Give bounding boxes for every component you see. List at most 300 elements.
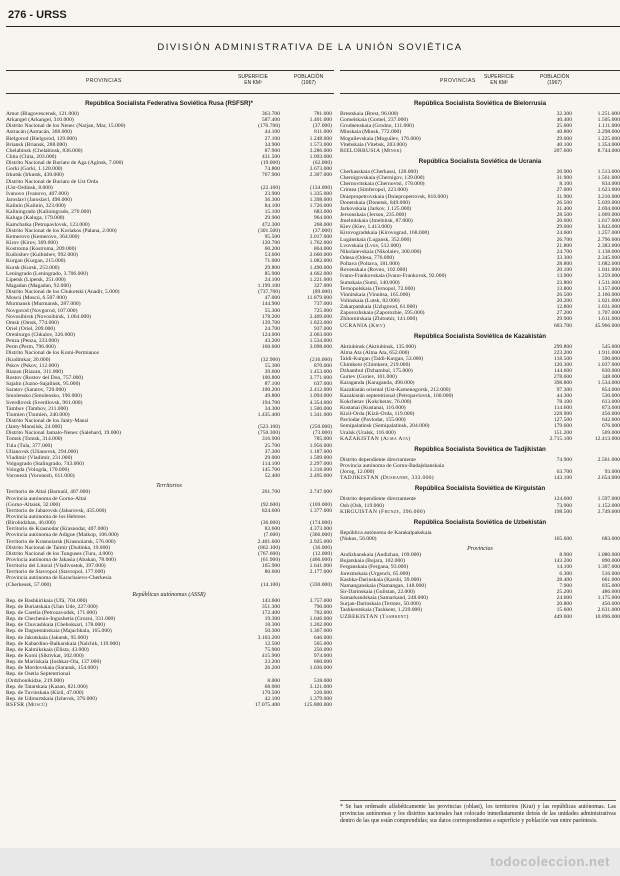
area-value: 84.100 (264, 203, 280, 210)
province-name: Rep. de Kalmikskaia (Elista, 43.000) (6, 646, 89, 653)
province-name: Rep. de Bashkirikaia (Ufá, 704.000) (6, 597, 88, 604)
population-value: 2.495.000 (309, 473, 332, 480)
province-name: Kaliningrado (Kaliningrado, 270.000) (6, 209, 92, 216)
province-name: Provincia autónoma de Jakasia (Abakan, 78.000) (6, 556, 116, 563)
province-name: Territorio de Altai (Barnaúl, 407.000) (6, 489, 91, 496)
population-value: 702.000 (313, 609, 332, 616)
province-name: Kurgan (Kurgan, 215.000) (6, 258, 66, 265)
population-value: 2.631.000 (597, 607, 620, 614)
right-column (340, 100, 620, 620)
province-name: Astracán (Astracán, 368.000) (6, 129, 72, 136)
province-name: Irkutsk (Irkutsk, 430.000) (6, 172, 64, 179)
province-name: Territorio de Jabarovsk (Jabarovsk, 435.000) (6, 507, 107, 514)
population-value: 1.682.000 (597, 261, 620, 268)
population-value: (89.000) (312, 289, 332, 296)
population-value: 660.000 (313, 659, 332, 666)
province-name: Amur (Blagovescensk, 121.000) (6, 111, 79, 117)
province-name: Guriev (Guriev, 101.000) (340, 374, 397, 381)
population-value: 1.225.000 (597, 135, 620, 142)
area-value: 44.300 (556, 392, 572, 399)
area-value: 20.800 (556, 601, 572, 608)
republic-heading: República Socialista Soviética de Uzbekistán (413, 518, 547, 526)
province-name: (Ordzhonikidze, 219.000) (6, 677, 64, 684)
area-value: 73.900 (556, 502, 572, 509)
province-name: Rep. de Chechenio-Ingushetia (Grozni, 331.000) (6, 616, 116, 623)
province-name: Gomelskaia (Gomel, 237.000) (340, 117, 409, 124)
population-value: 1.152.000 (597, 502, 620, 509)
population-value: 785.000 (313, 436, 332, 443)
province-name: Gorki (Gorki, 1.120.000) (6, 166, 63, 173)
population-value: 1.956.000 (309, 442, 332, 449)
province-name: Territorio de Krasnoiarsk (Krasnoiarsk, 576.000) (6, 538, 116, 545)
province-name: Voronezh (Voronezh, 611.000) (6, 473, 75, 480)
population-header: POBLACIÓN (1967) (294, 74, 324, 86)
area-value: 398.800 (553, 380, 572, 387)
area-value: 143.200 (553, 558, 572, 565)
population-value: 1.175.000 (597, 595, 620, 602)
area-value: 26.200 (264, 665, 280, 672)
area-value: 71.000 (264, 258, 280, 265)
left-column (6, 100, 332, 708)
province-name: Rep. de Mordovskaia (Saransk, 154.000) (6, 665, 98, 672)
province-name: Provincia autónoma de Karachaievo-Cherkesia (6, 575, 112, 582)
area-value: 14.100 (556, 564, 572, 571)
area-value: 12.800 (556, 304, 572, 311)
province-name: Kamchatka (Petropavlovsk, 123.000) (6, 221, 90, 228)
area-value: (7.600) (263, 532, 280, 539)
province-name: Poltava (Poltava, 181.000) (340, 261, 400, 268)
population-value: 45.966.000 (594, 322, 620, 329)
province-name: Tula (Tula, 377.000) (6, 442, 53, 449)
province-name: Odesa (Odesa, 776.000) (340, 254, 395, 261)
area-value: 87.100 (264, 381, 280, 388)
population-value: 516.000 (601, 570, 620, 577)
population-value: 646.000 (313, 634, 332, 641)
province-name: Rep. de Osetia Septentrional (6, 671, 71, 678)
province-name: Magadan (Magadan, 92.000) (6, 282, 71, 289)
area-value: 39.600 (264, 368, 280, 375)
province-name: Ternopolskaia (Ternopol, 72.000) (340, 285, 416, 292)
area-value: 80.600 (264, 569, 280, 576)
province-name: Jersonskaia (Jerson, 235.000) (340, 211, 407, 218)
population-value: 637.000 (313, 381, 332, 388)
population-value: 1.111.000 (598, 123, 620, 130)
area-value: (301.500) (258, 227, 280, 234)
area-value: 19.300 (264, 616, 280, 623)
page-header (6, 4, 620, 27)
province-name: Surjan-Darinskaia (Termez, 50.000) (340, 601, 421, 608)
province-name: Territorio de Stavropol (Stavropol, 177.000) (6, 569, 106, 576)
province-name: Rep. de Tuvinskaia (Kizil, 47.000) (6, 689, 84, 696)
population-value: 613.000 (601, 398, 620, 405)
population-value: 1.617.000 (597, 218, 620, 225)
table-row (340, 536, 620, 542)
area-value: 20.600 (556, 218, 572, 225)
province-name: Kirovogradskaia (Kirovograd, 168.000) (340, 230, 430, 237)
population-value: (216.000) (310, 356, 332, 363)
area-value: 85.900 (264, 270, 280, 277)
watermark (0, 848, 620, 876)
area-value: 24.700 (556, 248, 572, 255)
population-value: 3.121.000 (309, 683, 332, 690)
province-name: Ivano-Frankovskaia (Ivano-Frankovsk, 92.000) (340, 273, 447, 280)
population-value: 3.673.000 (309, 166, 332, 173)
province-name: Vinnitskaia (Vinnitsa, 165.000) (340, 291, 411, 298)
population-value: 1.367.000 (309, 628, 332, 635)
province-name: Ferganskaia (Fergana, 93.000) (340, 564, 409, 571)
province-name: Bujarskaia (Bujara, 102.000) (340, 558, 405, 565)
area-value: 32.300 (556, 111, 572, 117)
population-value: 964.000 (313, 215, 332, 222)
population-value: (330.000) (310, 581, 332, 588)
area-value: 120.700 (261, 239, 280, 246)
province-name: Saratov (Saratov, 720.000) (6, 387, 66, 394)
province-name: Provincia autónoma de los Hebreos (6, 514, 86, 520)
province-name: (Cherkessk, 57.000) (6, 581, 52, 588)
area-value: 31.900 (556, 193, 572, 200)
province-name: Distrito dependiente directamente (340, 496, 416, 503)
area-value: 194.700 (261, 399, 280, 406)
area-value: 26.700 (556, 236, 572, 243)
population-value: 683.000 (313, 209, 332, 216)
republic-total-row (340, 148, 620, 154)
province-name: Chernigovskaia (Chernigov, 139.000) (340, 175, 425, 182)
area-value: 172.400 (261, 609, 280, 616)
population-value: 974.000 (313, 652, 332, 659)
province-name: Kalinin (Kalinin, 323.000) (6, 203, 66, 210)
area-value: 170.500 (261, 689, 280, 696)
province-name: Provincia autónoma de Gorno-Altai (6, 495, 87, 502)
province-name: Kazakistán oriental (Ust-Kamenogorsk, 212.000) (340, 386, 451, 393)
province-name: Osh (Osh, 119.000) (340, 502, 384, 509)
population-value: 1.379.000 (309, 695, 332, 702)
area-value: 33.300 (556, 254, 572, 261)
subsection-heading: Territorios (156, 483, 182, 490)
province-name: Chernovitskaia (Chernovtsi, 178.000) (340, 181, 425, 188)
province-name: Dzhambul (Dzhambul, 175.000) (340, 368, 413, 375)
population-value: 873.000 (601, 405, 620, 412)
area-value: 24.600 (556, 230, 572, 237)
province-name: Vologda (Vologda, 170.000) (6, 467, 70, 474)
area-value: 165.600 (553, 536, 572, 543)
area-value: 42.100 (264, 695, 280, 702)
province-name: Arkangel (Arkangel, 310.000) (6, 117, 74, 124)
province-name: Oriel (Oriel, 209.000) (6, 325, 56, 332)
population-value: 1.307.000 (597, 564, 620, 571)
area-value: 78.100 (556, 398, 572, 405)
area-value: 767.900 (261, 172, 280, 179)
province-name: Provincia autónoma de Gorno-Badajshanskaia (340, 463, 444, 470)
area-value: 145.700 (261, 467, 280, 474)
province-name: Distrito Nacional de los Komi-Permianos (6, 350, 99, 357)
province-name: Kirov (Kirov, 309.000) (6, 239, 58, 246)
area-value: 49.800 (264, 393, 280, 400)
area-value: 23.900 (264, 190, 280, 197)
area-value: 127.500 (553, 417, 572, 424)
population-value: 1.094.000 (309, 393, 332, 400)
area-value: 178.200 (261, 313, 280, 320)
area-value: (22.100) (260, 184, 280, 191)
area-value: 261.700 (261, 489, 280, 496)
population-value: 8.744.000 (597, 147, 620, 154)
area-value: 824.600 (261, 507, 280, 514)
population-value: 1.041.000 (597, 267, 620, 274)
area-value: 60.200 (264, 246, 280, 253)
area-value: 27.100 (264, 135, 280, 142)
province-name: Briansk (Briansk, 288.000) (6, 141, 67, 148)
province-header: PROVINCIAS (86, 78, 122, 84)
population-value: 1.335.000 (309, 190, 332, 197)
province-name: Donetskaia (Donetsk, 849.000) (340, 199, 410, 206)
province-name: Taldi-Kurgan (Taldi-Kurgan, 53.000) (340, 355, 424, 362)
province-name: Zakarpatskaia (Uzhgorod, 61.000) (340, 304, 418, 311)
population-value: 1.221.000 (309, 276, 332, 283)
province-name: Rep. de Daguestánskaia (Majachkala, 165.000) (6, 628, 112, 635)
province-header: PROVINCIAS (440, 78, 476, 84)
area-value: 52.400 (264, 473, 280, 480)
area-value: 95.500 (264, 233, 280, 240)
province-name: Cherkasskaia (Cherkassi, 128.000) (340, 168, 418, 175)
population-value: 1.046.000 (309, 616, 332, 623)
province-name: Rep. de Buriatskaia (Ulan Ude, 227.000) (6, 603, 98, 610)
province-name: Riazan (Riazan, 311.000) (6, 368, 63, 375)
province-name: (Ust-Ordinsk, 8.000) (6, 184, 53, 191)
province-name: Pavlodar (Pavlodar, 155.000) (340, 417, 406, 424)
area-value: 139.700 (261, 319, 280, 326)
population-value: 3.843.000 (597, 224, 620, 231)
document-title: DIVISIÓN ADMINISTRATIVA DE LA UNIÓN SOVIÉTICA (157, 42, 463, 53)
population-value: 2.925.000 (309, 538, 332, 545)
province-name: República autónoma de Karakalpakskaia (340, 529, 432, 536)
population-value: 1.707.000 (597, 310, 620, 317)
population-value: 2.297.000 (309, 461, 332, 468)
province-name: Moscú (Moscú, 6.507.000) (6, 295, 67, 302)
left-column-header (6, 70, 334, 94)
population-value: 1.080.000 (597, 552, 620, 559)
area-value: 8.100 (559, 181, 572, 188)
population-value: 1.031.000 (597, 304, 620, 311)
population-value: 4.354.000 (309, 399, 332, 406)
province-name: Alma Ata (Alma Ata, 652.000) (340, 349, 410, 356)
area-value: 43.200 (264, 338, 280, 345)
population-value: 737.000 (313, 301, 332, 308)
province-name: Orenburgo (Chkalov, 326.000) (6, 332, 75, 339)
area-value: 449.600 (553, 613, 572, 620)
table-row (6, 473, 332, 479)
republic-heading: República Socialista Soviética de Tadjikistán (414, 445, 546, 453)
area-value: 124.600 (553, 496, 572, 503)
province-name: Distrito Nacional de los Tunguses (Tura, 4.000) (6, 550, 113, 557)
area-value: 20.200 (556, 297, 572, 304)
area-value: 36.300 (264, 196, 280, 203)
area-value: 40.400 (556, 117, 572, 124)
population-value: (366.000) (310, 532, 332, 539)
area-value: 63.700 (556, 469, 572, 476)
province-name: Provincia autónoma de Adigue (Maikop, 106.000) (6, 532, 119, 539)
population-value: 1.377.000 (309, 507, 332, 514)
population-value: 1.069.000 (597, 211, 620, 218)
footnote: * Se han ordenado alfabéticamente las provincias (oblast), los territorios (Krai) y las repúblicas autónomas. Las provincias autónomas y los distritos nacionales han colocado inmediatamente detrás de las unidades administrativas dentro de las que están comprendidas; sus datos correspondientes a superficie y población van entre paréntesis. (340, 800, 616, 825)
population-value: 590.000 (601, 355, 620, 362)
province-name: Grodnenskaia (Grodno, 111.000) (340, 123, 414, 130)
population-value: 1.453.000 (309, 368, 332, 375)
population-value: 1.398.000 (309, 196, 332, 203)
population-value: 661.000 (601, 576, 620, 583)
province-name: Chita (Chita, 203.000) (6, 153, 57, 160)
population-value: 2.561.000 (597, 456, 620, 463)
province-name: Dniepropetrovskaia (Dniepropetrovsk, 816.000) (340, 193, 448, 200)
population-value: 1.823.000 (309, 319, 332, 326)
republic-total-row (340, 323, 620, 329)
area-value: (176.700) (258, 123, 280, 130)
province-name: (Kudimkar, 20.000) (6, 356, 51, 363)
province-name: Kizil-Orda (Kizil-Orda, 119.000) (340, 411, 415, 418)
area-value: (523.100) (258, 424, 280, 431)
population-value: 1.093.000 (309, 153, 332, 160)
population-value: 1.138.000 (597, 248, 620, 255)
province-name: Distrito Nacional de Taimir (Dudinka, 19.000) (6, 544, 111, 551)
area-value: 278.600 (553, 374, 572, 381)
area-value: 351.300 (261, 603, 280, 610)
population-value: 1.509.000 (309, 454, 332, 461)
republic-total-row (340, 614, 620, 620)
province-name: Distrito Nacional de los Janty-Mansi (6, 418, 89, 425)
subsection-heading: Repúblicas autónomas (ASSR) (132, 591, 206, 598)
area-value: 25.700 (264, 442, 280, 449)
area-value: 47.000 (264, 295, 280, 302)
population-value: 1.202.000 (309, 622, 332, 629)
area-value: 68.000 (264, 683, 280, 690)
population-value: 1.318.000 (309, 467, 332, 474)
province-name: Rep. de Jakutskaia (Jakutsk, 95.000) (6, 634, 88, 641)
population-value: 348.000 (601, 374, 620, 381)
population-value: 1.534.000 (597, 380, 620, 387)
area-value: 25.200 (556, 589, 572, 595)
republic-heading: República Socialista Soviética de Ucrania (418, 157, 542, 165)
area-value: 23.200 (264, 659, 280, 666)
area-value: 17.075.400 (254, 702, 280, 709)
population-value: 545.000 (601, 343, 620, 350)
province-name: Rep. de Komi (Siktivkar, 102.000) (6, 652, 84, 659)
area-value: 24.100 (264, 276, 280, 283)
population-value: 530.000 (601, 392, 620, 399)
republic-heading: República Socialista Soviética de Kazakistán (413, 332, 547, 340)
area-value: 15.600 (556, 607, 572, 614)
population-value: 4.662.000 (309, 270, 332, 277)
area-value: 100.200 (261, 387, 280, 394)
population-value: 642.000 (601, 417, 620, 424)
area-value: 21.800 (556, 242, 572, 249)
province-name: (Birobidzhan, 46.000) (6, 520, 56, 527)
population-value: 1.341.000 (309, 411, 332, 418)
area-value: 587.400 (261, 117, 280, 124)
area-value: 24.600 (556, 595, 572, 602)
table-row (6, 582, 332, 588)
population-value: 1.259.000 (597, 273, 620, 280)
province-name: Sverdlovsk (Sverdlovsk, 961.000) (6, 399, 83, 406)
province-name: (Nukus, 56.000) (340, 536, 377, 543)
area-value: 24.700 (264, 325, 280, 332)
province-name: Uralsk (Uralsk, 116.000) (340, 429, 396, 436)
area-value: 28.800 (556, 261, 572, 268)
province-name: (Gorno-Altaisk, 32.000) (6, 501, 61, 508)
population-value: 1.036.000 (309, 665, 332, 672)
population-value: 486.000 (601, 589, 620, 595)
population-value: 830.000 (601, 368, 620, 375)
area-value: 27.200 (556, 310, 572, 317)
area-header: SUPERFICIE EN KM² (484, 74, 515, 86)
population-value: 1.561.000 (597, 175, 620, 182)
population-value: 2.160.000 (597, 291, 620, 298)
area-value: 13.800 (556, 285, 572, 292)
province-name: Nikolaievskaia (Nikolaiev, 300.000) (340, 248, 422, 255)
population-value: 1.037.000 (597, 362, 620, 369)
area-value: (737.700) (258, 289, 280, 296)
area-value: 26.500 (556, 199, 572, 206)
province-name: Kustanai (Kustanai, 116.000) (340, 405, 406, 412)
province-name: Jarkovskaia (Jarkov, 1.125.000) (340, 205, 412, 212)
province-name: Rep. de Chuvashkaia (Cheboksari, 178.000) (6, 622, 105, 629)
republic-heading: República Socialista Soviética de Kirguistán (414, 485, 546, 493)
province-name: BIELORRUSIA (Minsk) (340, 147, 402, 154)
population-value: 1.762.000 (309, 239, 332, 246)
republic-total-row (6, 702, 332, 708)
population-value: 1.534.000 (309, 338, 332, 345)
population-value: 781.000 (313, 111, 332, 117)
population-value: (37.000) (312, 123, 332, 130)
province-name: Territorio del Litoral (Vladivostok, 397.000) (6, 563, 106, 570)
population-value: 2.063.000 (309, 332, 332, 339)
population-value: 569.000 (601, 429, 620, 436)
province-name: Distrito Nacional Jamalo-Nenec (Salehard, 19.000) (6, 430, 121, 437)
area-value: 120.300 (553, 362, 572, 369)
province-name: Novosibirsk (Novosibirsk, 1.064.000) (6, 313, 91, 320)
population-value: 1.641.000 (309, 563, 332, 570)
area-value: (92.600) (260, 501, 280, 508)
population-value: (73.000) (312, 430, 332, 437)
province-name: Brestskaia (Brest, 96.000) (340, 111, 399, 117)
province-name: Kokchetav (Kokchetav, 76.000) (340, 398, 412, 405)
province-name: Zaporozhskaia (Zaporozhie, 595.000) (340, 310, 425, 317)
province-name: UZBEKISTÁN (Tashkent) (340, 613, 409, 620)
province-name: Distrito Nacional de Buriato de Aga (Aginsk, 7.000) (6, 160, 124, 167)
province-name: Sajalin (Juzno-Sajalinsk, 95.000) (6, 381, 81, 388)
population-value: 683.000 (601, 536, 620, 543)
population-value: 250.000 (313, 646, 332, 653)
area-value: (32.900) (260, 356, 280, 363)
province-name: Kostroma (Kostroma, 209.000) (6, 246, 77, 253)
area-value: 316.900 (261, 436, 280, 443)
province-name: Sir-Darinskaia (Gulistan, 22.000) (340, 589, 415, 595)
province-name: Zhitomirskaia (Zhitomir, 141.000) (340, 316, 418, 323)
area-value: 207.600 (553, 147, 572, 154)
area-value: 1.435.400 (257, 411, 280, 418)
province-name: Distrito Nacional de los Chukotski (Anadir, 5.000) (6, 289, 120, 296)
population-value: 1.911.000 (597, 349, 620, 356)
province-name: Bielgorod (Bielgorod, 129.000) (6, 135, 77, 142)
area-value: 100.800 (261, 375, 280, 382)
province-name: Volgogrado (Stalingrado, 743.000) (6, 461, 84, 468)
province-name: Kaluga (Kaluga, 179.000) (6, 215, 65, 222)
area-value: 29.900 (556, 316, 572, 323)
province-name: Rep. de Udmurtskaia (Izhevsk, 376.000) (6, 695, 97, 702)
area-value: 28.400 (556, 576, 572, 583)
area-value: (19.000) (260, 160, 280, 167)
area-value: 29.000 (556, 224, 572, 231)
area-value: 160.600 (261, 344, 280, 351)
population-value: 811.000 (314, 129, 332, 136)
area-value: 431.500 (261, 153, 280, 160)
